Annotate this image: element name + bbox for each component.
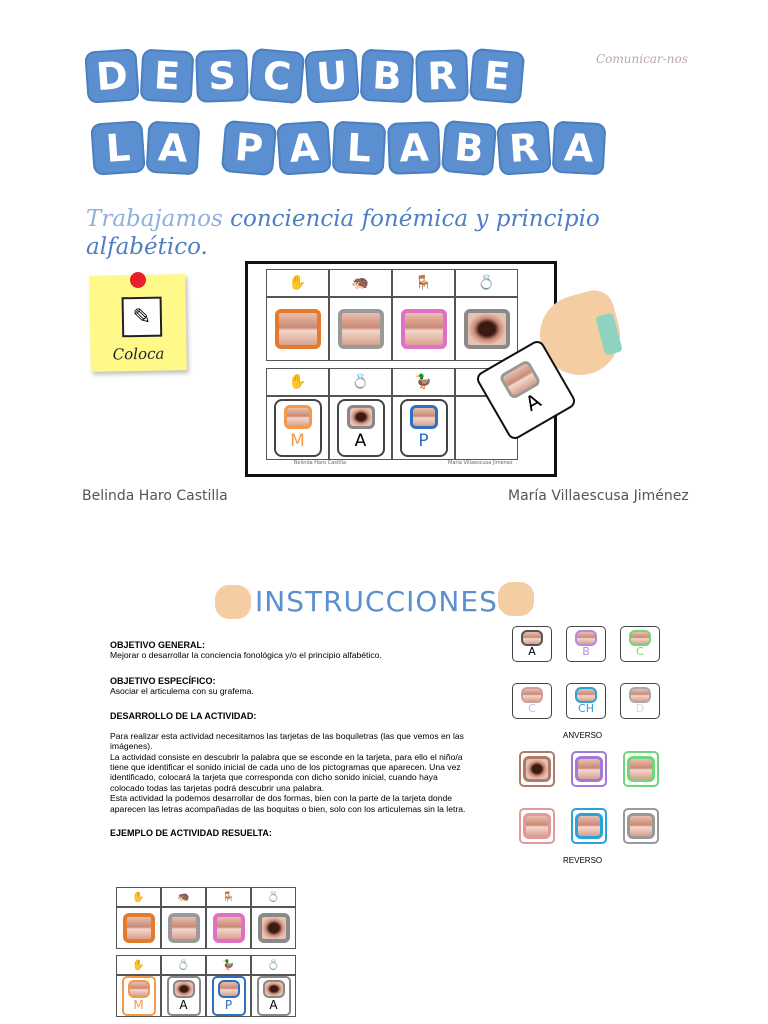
card-cell — [251, 975, 296, 1017]
anverso-row-2 — [512, 683, 660, 719]
card-letter: CH — [578, 702, 594, 715]
mouth-image — [627, 756, 655, 782]
card-letter: A — [528, 645, 536, 658]
pictogram-cell: 💍 — [455, 269, 518, 297]
mouth-image — [213, 913, 245, 943]
text-development-2: La actividad consiste en descubrir la palabra que se esconde en la tarjeta, para ello el niño/a tiene que identificar el sonido inicial de cada uno de los pictogramas que aparecen. Una vez identificado, colocará la tarjeta que corresponda con dicho sonido inicial, cuando haya colocado todas las tarjetas podrá descubrir una palabra. — [110, 751, 463, 793]
brand-logo — [596, 44, 696, 74]
subtitle — [86, 205, 686, 261]
sticky-note — [89, 274, 187, 372]
mouth-image — [575, 687, 597, 703]
heading-specific: OBJETIVO ESPECÍFICO: — [110, 676, 216, 687]
board-footer-right: María Villaescusa Jiménez — [448, 460, 513, 466]
hand-left-icon — [215, 585, 251, 619]
subtitle-lead: Trabajamos — [86, 206, 231, 232]
mouth-image — [629, 630, 651, 646]
instructions-title: INSTRUCCIONES — [255, 585, 498, 618]
mouth-card — [623, 808, 659, 844]
mouth-image — [575, 813, 603, 839]
letter-card — [274, 399, 322, 457]
mouth-image — [128, 980, 150, 998]
mouth-image — [338, 309, 384, 349]
title-letter-tile: A — [387, 121, 441, 175]
board-row1-mouths — [266, 297, 518, 361]
title-letter-tile: A — [552, 121, 607, 176]
card-letter: A — [179, 998, 188, 1012]
title-letter-tile: S — [195, 49, 249, 103]
example-board — [116, 887, 300, 1017]
mouth-card — [623, 751, 659, 787]
mouth-image — [275, 309, 321, 349]
card-letter: A — [354, 431, 367, 451]
mouth-cell — [116, 907, 161, 949]
pictogram-cell: 🦆 — [206, 955, 251, 975]
title-letter-tile: P — [221, 120, 277, 176]
card-letter: C — [636, 645, 644, 658]
card-letter: P — [418, 431, 429, 451]
card-letter: C — [528, 702, 536, 715]
author-left: Belinda Haro Castilla — [82, 488, 228, 504]
title-letter-tile: E — [469, 48, 525, 104]
pushpin-icon — [130, 272, 146, 288]
pictogram-cell: ✋ — [116, 887, 161, 907]
mouth-cell — [251, 907, 296, 949]
card-cell — [206, 975, 251, 1017]
mouth-card — [571, 808, 607, 844]
title-line-1 — [86, 50, 526, 102]
pictogram-cell: 🦆 — [392, 368, 455, 396]
heading-development: DESARROLLO DE LA ACTIVIDAD: — [110, 710, 257, 721]
example-row2-cards — [116, 975, 300, 1017]
author-right: María Villaescusa Jiménez — [508, 488, 689, 504]
pictogram-cell: 💍 — [161, 955, 206, 975]
mouth-cell — [161, 907, 206, 949]
title-letter-tile: R — [415, 49, 469, 103]
letter-card — [212, 976, 246, 1016]
title-letter-tile: D — [84, 48, 140, 104]
pictogram-cell: 🪑 — [206, 887, 251, 907]
mouth-image — [258, 913, 290, 943]
card-letter: A — [269, 998, 278, 1012]
mouth-image — [284, 405, 312, 429]
example-row2-pictograms — [116, 955, 300, 975]
mouth-image — [410, 405, 438, 429]
title-line-2 — [92, 122, 608, 174]
mouth-cell — [266, 297, 329, 361]
pictogram-cell: 💍 — [251, 887, 296, 907]
letter-card — [337, 399, 385, 457]
title-letter-tile: R — [496, 120, 552, 176]
card-letter: D — [635, 702, 645, 715]
pictogram-cell: 🪑 — [392, 269, 455, 297]
reverso-row-2 — [519, 808, 659, 844]
heading-general: OBJETIVO GENERAL: — [110, 640, 206, 650]
logo-text: Comunicar-nos — [596, 52, 688, 66]
subtitle-rest: conciencia fonémica y principio alfabético. — [86, 206, 600, 260]
title-letter-tile: L — [90, 120, 146, 176]
card-letter: B — [582, 645, 590, 658]
mouth-image — [575, 630, 597, 646]
title-letter-tile: E — [140, 49, 195, 104]
pictogram-cell: ✋ — [266, 368, 329, 396]
hand-right-icon — [498, 582, 534, 616]
title-letter-tile: B — [441, 120, 497, 176]
letter-card — [620, 683, 660, 719]
heading-example: EJEMPLO DE ACTIVIDAD RESUELTA: — [110, 828, 272, 839]
card-letter: P — [224, 998, 233, 1012]
text-specific: Asociar el articulema con su grafema. — [110, 686, 254, 697]
mouth-image — [401, 309, 447, 349]
mouth-cell — [329, 297, 392, 361]
card-letter: M — [133, 998, 144, 1012]
held-card-letter: A — [521, 388, 545, 416]
pictogram-cell: ✋ — [266, 269, 329, 297]
mouth-image — [347, 405, 375, 429]
mouth-image — [523, 813, 551, 839]
title-letter-tile: B — [360, 49, 415, 104]
place-card-icon: ✎ — [122, 297, 163, 338]
card-cell — [266, 396, 329, 460]
mouth-image — [123, 913, 155, 943]
instructions-text — [110, 640, 472, 838]
mouth-image — [521, 687, 543, 703]
card-cell — [329, 396, 392, 460]
mouth-image — [521, 630, 543, 646]
reverso-row-1 — [519, 751, 659, 787]
title-letter-tile: A — [276, 120, 332, 176]
title-letter-tile: A — [146, 121, 201, 176]
pictogram-cell: 💍 — [251, 955, 296, 975]
mouth-cell — [392, 297, 455, 361]
text-general: Mejorar o desarrollar la conciencia fonológica y/o el principio alfabético. — [110, 650, 382, 660]
board-footer-left: Belinda Haro Castilla — [294, 460, 347, 466]
pictogram-cell: ✋ — [116, 955, 161, 975]
letter-card — [257, 976, 291, 1016]
card-cell — [161, 975, 206, 1017]
example-row1-pictograms — [116, 887, 300, 907]
letter-card — [566, 683, 606, 719]
card-cell — [116, 975, 161, 1017]
mouth-card — [571, 751, 607, 787]
title-letter-tile: C — [249, 48, 305, 104]
title-letter-tile: L — [332, 121, 387, 176]
mouth-image — [464, 309, 510, 349]
letter-card — [512, 626, 552, 662]
mouth-image — [263, 980, 285, 998]
letter-card — [400, 399, 448, 457]
letter-card — [620, 626, 660, 662]
mouth-image — [523, 756, 551, 782]
mouth-cell — [206, 907, 251, 949]
letter-card — [566, 626, 606, 662]
mouth-card — [519, 751, 555, 787]
reverso-caption: REVERSO — [563, 856, 603, 865]
letter-card — [167, 976, 201, 1016]
example-row1-mouths — [116, 907, 300, 949]
pictogram-cell: 🦔 — [329, 269, 392, 297]
board-row2-cards — [266, 396, 518, 460]
mouth-image — [627, 813, 655, 839]
text-development-3: Esta actividad la podemos desarrollar de dos formas, bien con la parte de la tarjeta donde aparecen las letras acompañadas de las boquitas o bien, solo con los articulemas sin la letra. — [110, 793, 466, 814]
mouth-image — [173, 980, 195, 998]
text-development-1: Para realizar esta actividad necesitamos las tarjetas de las boquiletras (las que vemos en las imágenes). — [110, 730, 464, 752]
letter-card — [512, 683, 552, 719]
mouth-image — [629, 687, 651, 703]
card-letter: M — [290, 431, 305, 451]
note-label: Coloca — [112, 344, 165, 364]
mouth-card — [519, 808, 555, 844]
mouth-cell — [455, 297, 518, 361]
card-cell — [392, 396, 455, 460]
letter-card — [122, 976, 156, 1016]
anverso-caption: ANVERSO — [563, 731, 603, 740]
title-letter-tile: U — [304, 48, 360, 104]
pictogram-cell: 🦔 — [161, 887, 206, 907]
mouth-image — [168, 913, 200, 943]
board-row1-pictograms — [266, 269, 518, 297]
mouth-image — [218, 980, 240, 998]
anverso-row-1 — [512, 626, 660, 662]
pictogram-cell: 💍 — [329, 368, 392, 396]
title-gap — [202, 122, 220, 174]
mouth-image — [575, 756, 603, 782]
